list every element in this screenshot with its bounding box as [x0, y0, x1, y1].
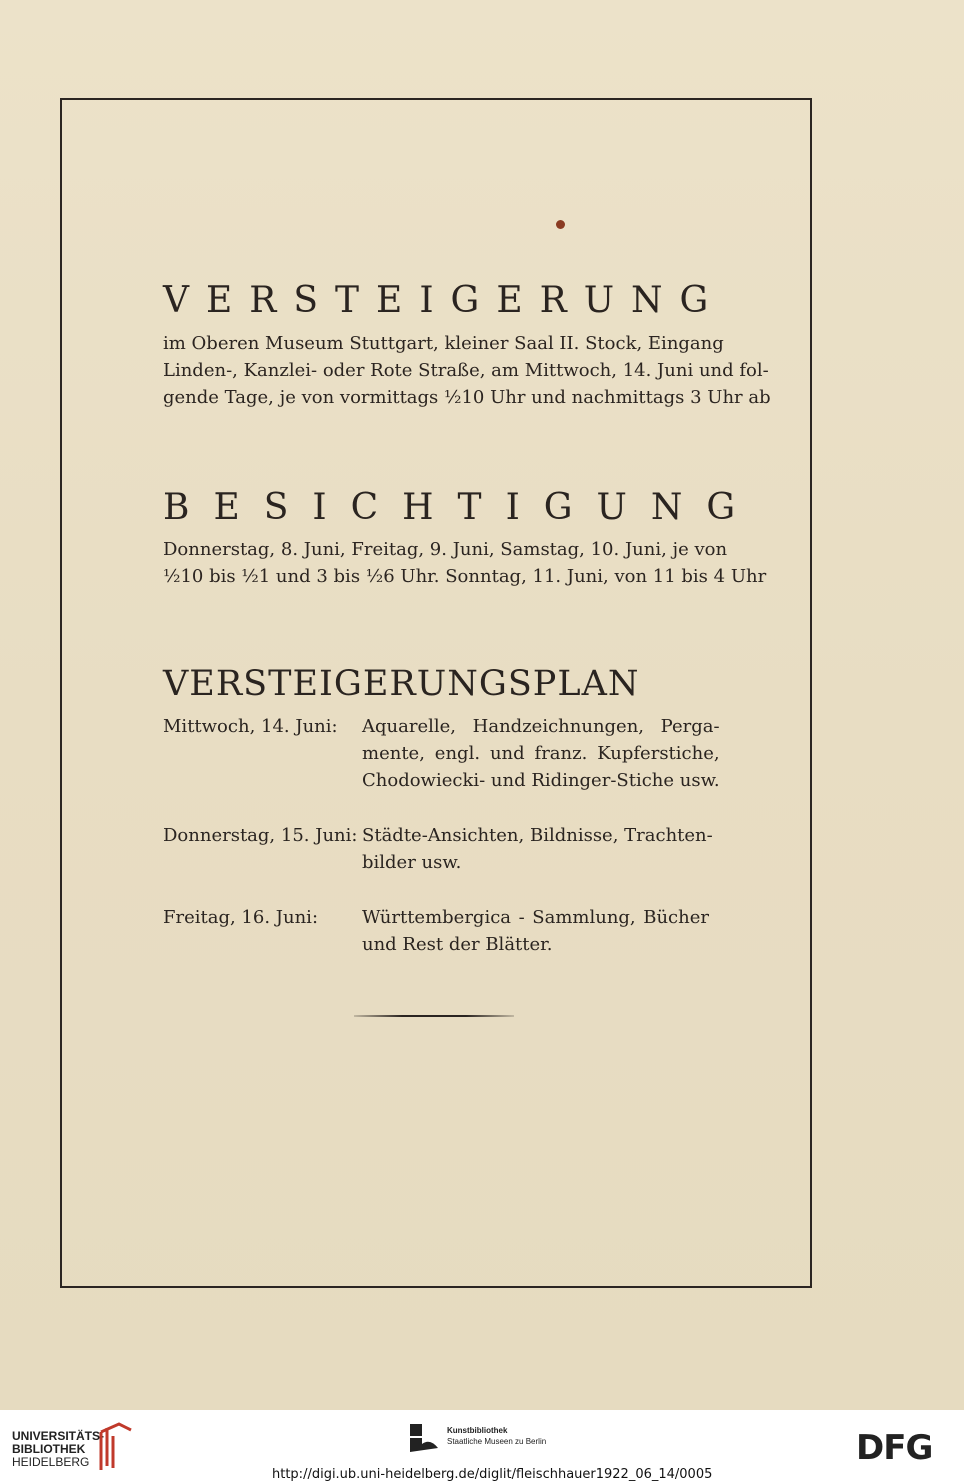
- kunstbibliothek-label: [447, 1425, 546, 1447]
- plan-description: [362, 713, 720, 794]
- plan-day: Freitag, 16. Juni:: [163, 907, 319, 928]
- plan-line: Chodowiecki- und Ridinger-Stiche usw.: [362, 770, 720, 791]
- plan-description: [362, 822, 713, 876]
- viewing-details: [163, 536, 767, 590]
- auction-heading: VERSTEIGERUNG: [163, 280, 726, 321]
- plan-day: Mittwoch, 14. Juni:: [163, 716, 338, 737]
- auction-details: [163, 330, 771, 411]
- heidelberg-library-logo-text[interactable]: [12, 1430, 104, 1469]
- viewing-line: ½10 bis ½1 und 3 bis ½6 Uhr. Sonntag, 11. Juni, von 11 bis 4 Uhr: [163, 566, 767, 587]
- plan-line: Württembergica - Sammlung, Bücher: [362, 907, 709, 928]
- decorative-rule: [354, 1015, 514, 1017]
- plan-description: [362, 904, 709, 958]
- auction-line: gende Tage, je von vormittags ½10 Uhr und nachmittags 3 Uhr ab: [163, 387, 771, 408]
- plan-row: [163, 904, 709, 958]
- plan-line: und Rest der Blätter.: [362, 934, 553, 955]
- permalink-url[interactable]: http://digi.ub.uni-heidelberg.de/diglit/fleischhauer1922_06_14/0005: [272, 1467, 713, 1482]
- viewer-footer: [0, 1410, 964, 1483]
- plan-line: Aquarelle, Handzeichnungen, Perga-: [362, 716, 720, 737]
- auction-line: im Oberen Museum Stuttgart, kleiner Saal II. Stock, Eingang: [163, 333, 724, 354]
- viewing-heading: BESICHTIGUNG: [163, 487, 760, 528]
- plan-heading: VERSTEIGERUNGSPLAN: [163, 664, 640, 704]
- library-name-line: UNIVERSITÄTS-: [12, 1429, 105, 1443]
- kunstbibliothek-icon: [410, 1424, 440, 1452]
- heidelberg-library-icon[interactable]: [97, 1422, 133, 1472]
- plan-day: Donnerstag, 15. Juni:: [163, 825, 358, 846]
- kb-subtitle: Staatliche Museen zu Berlin: [447, 1437, 547, 1446]
- plan-line: bilder usw.: [362, 852, 462, 873]
- library-name-line: HEIDELBERG: [12, 1455, 90, 1469]
- kb-title: Kunstbibliothek: [447, 1426, 508, 1435]
- plan-row: [163, 822, 713, 876]
- auction-line: Linden-, Kanzlei- oder Rote Straße, am Mittwoch, 14. Juni und fol-: [163, 360, 769, 381]
- library-name-line: BIBLIOTHEK: [12, 1442, 86, 1456]
- dfg-logo[interactable]: DFG: [856, 1428, 933, 1468]
- plan-row: [163, 713, 720, 794]
- viewing-line: Donnerstag, 8. Juni, Freitag, 9. Juni, Samstag, 10. Juni, je von: [163, 539, 728, 560]
- plan-line: mente, engl. und franz. Kupferstiche,: [362, 743, 720, 764]
- plan-line: Städte-Ansichten, Bildnisse, Trachten-: [362, 825, 713, 846]
- auction-plan: [163, 713, 720, 986]
- ornament-dot: [556, 220, 565, 229]
